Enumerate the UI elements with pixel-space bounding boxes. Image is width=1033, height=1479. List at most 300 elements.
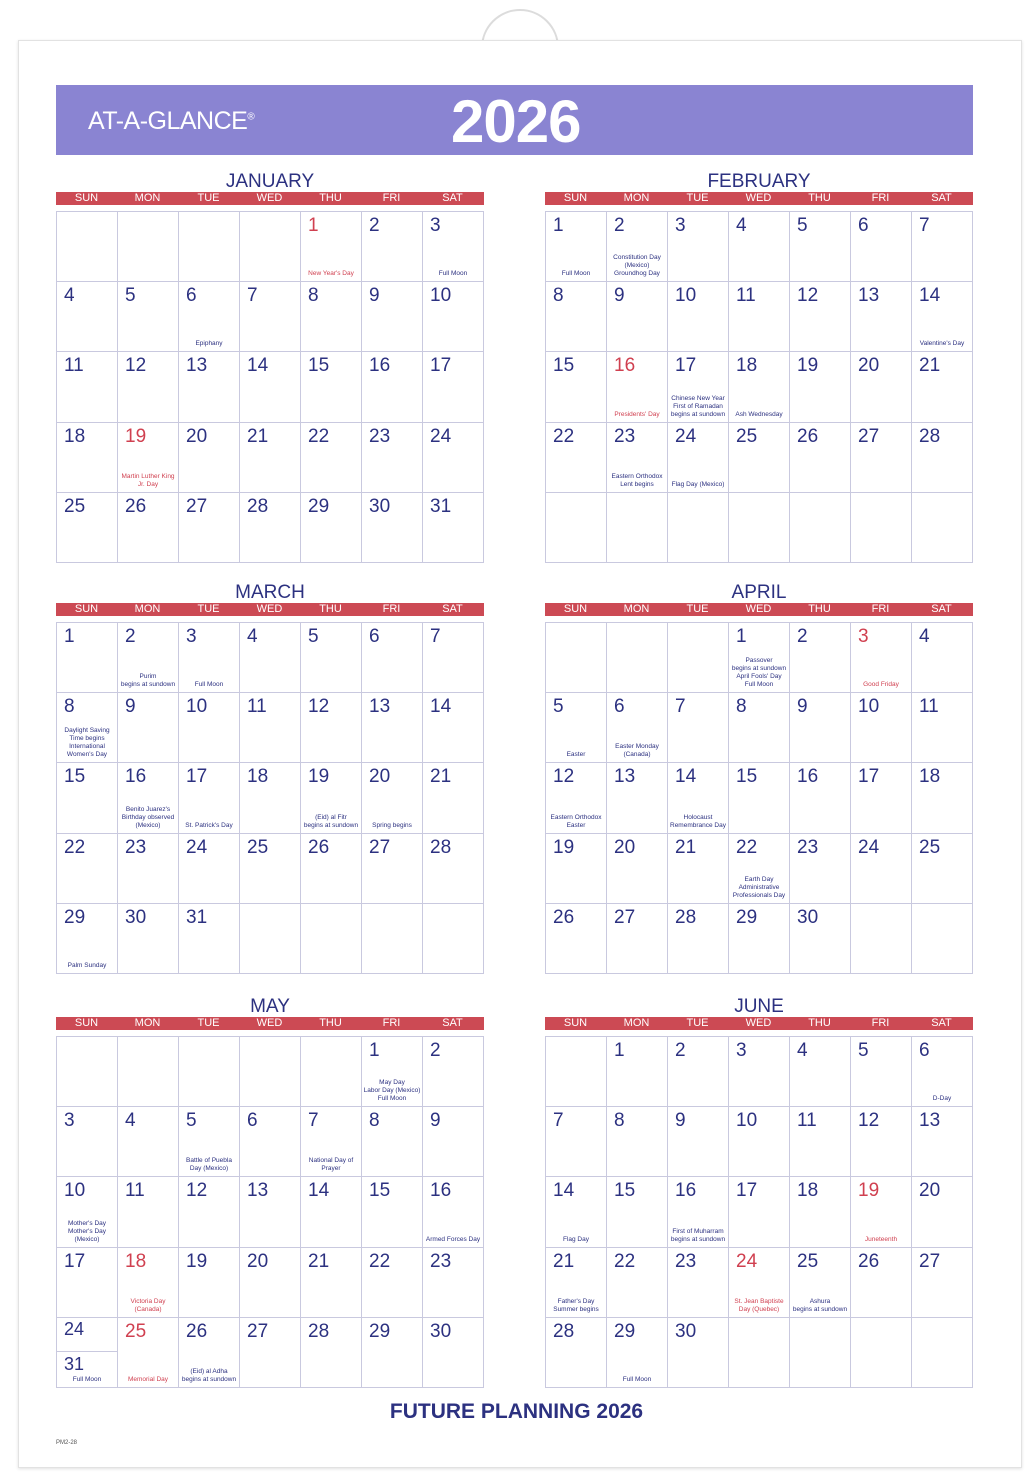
weekday-label: FRI: [382, 192, 401, 204]
day-number: 15: [553, 355, 575, 377]
weekday-label: TUE: [197, 1017, 220, 1029]
day-number: 20: [247, 1250, 269, 1272]
day-cell: [790, 493, 851, 563]
day-number: 30: [675, 1320, 697, 1342]
day-number: 20: [369, 766, 391, 788]
day-cell: [912, 1177, 973, 1247]
day-cell: [790, 282, 851, 352]
day-note: Epiphany: [195, 340, 223, 348]
day-number: 28: [553, 1320, 575, 1342]
day-cell: [179, 1177, 240, 1247]
day-cell: [668, 1318, 729, 1388]
day-cell: [362, 493, 423, 563]
day-number: 10: [675, 285, 697, 307]
day-cell: [729, 904, 790, 974]
day-note: Victoria Day (Canada): [130, 1297, 166, 1313]
day-note: Juneteenth: [864, 1235, 898, 1243]
day-cell: [607, 282, 668, 352]
day-number: 2: [430, 1040, 441, 1061]
day-cell: [423, 693, 484, 763]
day-number: 13: [919, 1110, 941, 1132]
weekday-label: WED: [745, 192, 772, 204]
day-number: 26: [797, 425, 819, 447]
day-number: 18: [64, 425, 86, 447]
day-cell: [362, 693, 423, 763]
month-title: JUNE: [734, 996, 784, 1017]
day-cell: [240, 904, 301, 974]
month-grid: [545, 622, 973, 974]
day-number: 4: [797, 1040, 808, 1061]
weekday-label: SUN: [563, 1017, 588, 1029]
day-cell: [546, 834, 607, 904]
day-note: First of Muharram begins at sundown: [670, 1227, 726, 1243]
day-number: 5: [308, 626, 319, 647]
brand-logo: AT-A-GLANCE®: [88, 107, 255, 135]
day-number: 22: [64, 836, 86, 858]
day-cell: [729, 1318, 790, 1388]
day-number: 1: [553, 215, 564, 236]
day-note: St. Jean Baptiste Day (Quebec): [734, 1297, 784, 1313]
day-cell: [362, 1107, 423, 1177]
day-cell: [851, 1248, 912, 1318]
day-cell: [607, 493, 668, 563]
day-number: 16: [125, 766, 147, 788]
weekday-label: FRI: [871, 603, 890, 615]
day-cell: [57, 904, 118, 974]
day-cell: [729, 763, 790, 833]
day-cell: [790, 1037, 851, 1107]
day-cell: [179, 904, 240, 974]
day-cell: [607, 1037, 668, 1107]
day-cell: [362, 904, 423, 974]
day-number: 3: [736, 1040, 747, 1061]
day-number: 14: [430, 696, 452, 718]
day-number: 29: [614, 1320, 636, 1342]
day-number: 6: [614, 696, 625, 718]
day-number: 21: [430, 766, 452, 788]
day-cell: [851, 904, 912, 974]
day-cell: [668, 493, 729, 563]
month-title: APRIL: [731, 582, 787, 603]
day-cell: [118, 423, 179, 493]
day-number: 19: [858, 1180, 880, 1202]
day-cell: [57, 212, 118, 282]
day-number: 25: [125, 1320, 147, 1342]
day-cell: [362, 423, 423, 493]
weekday-label: THU: [319, 603, 342, 615]
day-cell: [546, 623, 607, 693]
day-cell: [729, 212, 790, 282]
day-cell: [301, 493, 362, 563]
day-note: Passover begins at sundown April Fools' Day Full Moon: [731, 657, 787, 689]
day-cell: [729, 1037, 790, 1107]
day-number: 18: [736, 355, 758, 377]
day-number: 22: [736, 836, 758, 858]
day-cell: [851, 763, 912, 833]
day-cell: [118, 282, 179, 352]
day-number: 24: [430, 425, 452, 447]
day-number: 6: [919, 1040, 930, 1061]
day-cell: [179, 493, 240, 563]
day-number: 19: [797, 355, 819, 377]
day-cell: [607, 1177, 668, 1247]
weekday-label: SAT: [442, 192, 463, 204]
day-number: 24: [736, 1250, 758, 1272]
day-note: Battle of Puebla Day (Mexico): [186, 1157, 232, 1173]
day-cell: [301, 763, 362, 833]
day-cell: [423, 1107, 484, 1177]
day-number: 26: [858, 1250, 880, 1272]
weekday-label: TUE: [686, 1017, 709, 1029]
day-number: 8: [614, 1110, 625, 1132]
day-number: 19: [553, 836, 575, 858]
day-number: 5: [125, 285, 136, 307]
weekday-label: TUE: [197, 192, 220, 204]
day-cell: [179, 282, 240, 352]
day-number: 31: [186, 906, 208, 928]
day-cell: [423, 1037, 484, 1107]
day-cell: [423, 212, 484, 282]
day-number: 15: [736, 766, 758, 788]
day-number: 28: [308, 1320, 330, 1342]
day-number: 10: [186, 696, 208, 718]
day-number: 8: [553, 285, 564, 307]
day-number: 30: [125, 906, 147, 928]
day-number: 7: [675, 696, 686, 718]
day-cell: [179, 1107, 240, 1177]
day-number: 20: [919, 1180, 941, 1202]
day-number: 7: [553, 1110, 564, 1132]
day-number: 13: [247, 1180, 269, 1202]
day-number: 4: [919, 626, 930, 647]
day-number: 9: [675, 1110, 686, 1132]
month-title: FEBRUARY: [707, 171, 811, 192]
day-cell: [607, 763, 668, 833]
day-cell: [607, 423, 668, 493]
day-number: 30: [369, 495, 391, 517]
day-number: 5: [858, 1040, 869, 1061]
day-cell: [668, 1037, 729, 1107]
day-cell: [57, 623, 118, 693]
weekday-label: FRI: [871, 192, 890, 204]
month-grid: [56, 1036, 484, 1388]
day-cell: [790, 423, 851, 493]
day-number: 23: [369, 425, 391, 447]
weekday-label: THU: [808, 192, 831, 204]
day-number: 7: [919, 215, 930, 236]
day-number: 26: [553, 906, 575, 928]
day-number: 24: [858, 836, 880, 858]
day-cell: [851, 1107, 912, 1177]
day-number: 4: [125, 1110, 136, 1132]
day-cell: [240, 1248, 301, 1318]
day-cell: [118, 904, 179, 974]
day-number: 28: [919, 425, 941, 447]
day-cell: [729, 352, 790, 422]
day-number: 28: [675, 906, 697, 928]
day-number: 29: [736, 906, 758, 928]
day-number: 10: [736, 1110, 758, 1132]
day-number: 17: [64, 1250, 86, 1272]
day-number: 27: [614, 906, 636, 928]
day-number: 9: [797, 696, 808, 718]
weekday-label: TUE: [686, 192, 709, 204]
day-note: Full Moon: [438, 270, 468, 278]
day-note: Eastern Orthodox Easter: [550, 813, 602, 829]
weekday-label: FRI: [871, 1017, 890, 1029]
weekday-bar: [56, 603, 484, 616]
day-number: 16: [797, 766, 819, 788]
day-number: 22: [553, 425, 575, 447]
day-cell: [362, 834, 423, 904]
weekday-bar: [56, 1017, 484, 1030]
day-number: 21: [919, 355, 941, 377]
day-number: 6: [186, 285, 197, 307]
day-cell: [851, 282, 912, 352]
day-number: 23: [430, 1250, 452, 1272]
day-number: 1: [736, 626, 747, 647]
day-number: 11: [919, 696, 939, 718]
day-number: 1: [614, 1040, 625, 1061]
weekday-bar: [545, 1017, 973, 1030]
day-cell: [546, 1177, 607, 1247]
day-cell: [240, 763, 301, 833]
day-note: Holocaust Remembrance Day: [670, 813, 726, 829]
day-number: 14: [308, 1180, 330, 1202]
day-cell: [118, 352, 179, 422]
day-note: St. Patrick's Day: [185, 821, 233, 829]
day-number: 16: [614, 355, 636, 377]
day-number: 17: [736, 1180, 758, 1202]
day-number: 27: [858, 425, 880, 447]
day-note: Easter: [566, 751, 586, 759]
day-number: 18: [797, 1180, 819, 1202]
weekday-bar: [56, 192, 484, 205]
day-number: 1: [308, 215, 319, 236]
month-grid: [56, 622, 484, 974]
day-cell: [546, 1248, 607, 1318]
day-cell: [118, 493, 179, 563]
day-cell: [668, 693, 729, 763]
day-number: 23: [675, 1250, 697, 1272]
day-cell: [301, 423, 362, 493]
day-note: Full Moon: [194, 681, 224, 689]
day-cell: [851, 1318, 912, 1388]
day-note: National Day of Prayer: [308, 1157, 354, 1173]
footer-title: FUTURE PLANNING 2026: [389, 1400, 644, 1423]
day-number: 20: [614, 836, 636, 858]
weekday-label: SAT: [931, 192, 952, 204]
day-cell: [240, 1177, 301, 1247]
day-cell: [118, 834, 179, 904]
day-number: 31: [64, 1353, 85, 1374]
day-number: 13: [614, 766, 636, 788]
day-cell: [851, 1037, 912, 1107]
weekday-label: WED: [256, 192, 283, 204]
day-cell: [912, 904, 973, 974]
day-cell: [362, 1248, 423, 1318]
day-cell: [851, 693, 912, 763]
day-number: 31: [430, 495, 452, 517]
day-note: Presidents' Day: [614, 410, 660, 418]
day-cell: [546, 904, 607, 974]
day-cell: [607, 212, 668, 282]
day-number: 22: [308, 425, 330, 447]
day-note: Spring begins: [372, 821, 412, 829]
day-number: 18: [919, 766, 941, 788]
month-title: JANUARY: [225, 171, 315, 192]
day-cell: [301, 693, 362, 763]
day-cell: [57, 693, 118, 763]
day-cell: [851, 212, 912, 282]
day-number: 16: [430, 1180, 452, 1202]
day-cell: [790, 623, 851, 693]
day-cell: [729, 423, 790, 493]
day-number: 2: [614, 215, 625, 236]
day-cell: [118, 212, 179, 282]
day-note: Good Friday: [863, 681, 899, 689]
weekday-label: SUN: [563, 603, 588, 615]
day-number: 7: [430, 626, 441, 647]
day-cell: [851, 423, 912, 493]
day-number: 6: [247, 1110, 258, 1132]
day-number: 22: [614, 1250, 636, 1272]
day-cell: [790, 1318, 851, 1388]
weekday-bar: [545, 603, 973, 616]
day-note: Valentine's Day: [919, 340, 965, 348]
day-cell: [729, 1177, 790, 1247]
weekday-label: SAT: [442, 1017, 463, 1029]
day-number: 24: [186, 836, 208, 858]
day-cell: [179, 763, 240, 833]
day-number: 10: [858, 696, 880, 718]
day-number: 4: [247, 626, 258, 647]
month-grid: [56, 211, 484, 563]
weekday-label: WED: [745, 1017, 772, 1029]
day-number: 9: [125, 696, 136, 718]
month-title: MAY: [250, 996, 290, 1017]
day-cell: [57, 282, 118, 352]
day-number: 25: [247, 836, 269, 858]
day-number: 20: [186, 425, 208, 447]
day-cell: [729, 1248, 790, 1318]
day-number: 12: [125, 355, 147, 377]
month-grid: [545, 1036, 973, 1388]
day-number: 9: [369, 285, 380, 307]
day-note: Memorial Day: [127, 1375, 169, 1383]
day-cell: [851, 623, 912, 693]
weekday-label: SUN: [74, 192, 99, 204]
day-cell: [240, 623, 301, 693]
day-cell: [301, 1318, 362, 1388]
day-cell: [607, 623, 668, 693]
day-number: 23: [797, 836, 819, 858]
day-number: 8: [736, 696, 747, 718]
day-number: 13: [369, 696, 391, 718]
day-number: 17: [858, 766, 880, 788]
day-cell: [851, 352, 912, 422]
day-number: 15: [369, 1180, 391, 1202]
day-cell: [118, 763, 179, 833]
day-cell: [912, 212, 973, 282]
day-cell: [729, 693, 790, 763]
day-cell: [423, 623, 484, 693]
day-number: 15: [614, 1180, 636, 1202]
day-cell: [179, 352, 240, 422]
weekday-label: MON: [134, 1017, 161, 1029]
day-number: 17: [430, 355, 452, 377]
day-number: 26: [186, 1320, 208, 1342]
day-cell: [423, 1248, 484, 1318]
day-cell: [240, 834, 301, 904]
day-note: Martin Luther King Jr. Day: [121, 472, 175, 488]
day-cell: [790, 834, 851, 904]
day-number: 18: [125, 1250, 147, 1272]
weekday-label: THU: [808, 603, 831, 615]
day-number: 23: [614, 425, 636, 447]
day-number: 21: [553, 1250, 575, 1272]
day-number: 12: [553, 766, 575, 788]
day-note: New Year's Day: [308, 270, 354, 278]
day-number: 2: [797, 626, 808, 647]
day-number: 16: [675, 1180, 697, 1202]
day-number: 1: [64, 626, 75, 647]
day-cell: [240, 352, 301, 422]
weekday-label: TUE: [197, 603, 220, 615]
day-cell: [790, 212, 851, 282]
day-number: 14: [675, 766, 697, 788]
month-grid: [545, 211, 973, 563]
day-cell: [423, 834, 484, 904]
day-cell: [607, 1248, 668, 1318]
day-note: Mother's Day Mother's Day (Mexico): [67, 1219, 107, 1243]
day-cell: [301, 1107, 362, 1177]
day-cell: [118, 1037, 179, 1107]
weekday-label: THU: [319, 1017, 342, 1029]
day-number: 25: [797, 1250, 819, 1272]
day-number: 19: [125, 425, 147, 447]
day-cell: [57, 1177, 118, 1247]
day-cell: [790, 693, 851, 763]
day-note: Earth Day Administrative Professionals Day: [732, 875, 786, 899]
day-number: 8: [369, 1110, 380, 1132]
weekday-label: FRI: [382, 603, 401, 615]
day-number: 7: [308, 1110, 319, 1132]
day-cell: [668, 763, 729, 833]
day-number: 2: [125, 626, 136, 647]
weekday-label: SAT: [442, 603, 463, 615]
day-number: 26: [308, 836, 330, 858]
day-cell: [607, 1107, 668, 1177]
day-cell: [240, 1318, 301, 1388]
day-cell: [240, 423, 301, 493]
day-cell: [179, 1248, 240, 1318]
day-cell: [912, 1318, 973, 1388]
day-note: Flag Day: [562, 1235, 589, 1243]
day-note: Benito Juarez's Birthday observed (Mexico): [121, 805, 175, 829]
day-note: Ash Wednesday: [735, 410, 783, 418]
day-cell: [179, 834, 240, 904]
day-number: 13: [186, 355, 208, 377]
day-number: 12: [797, 285, 819, 307]
day-number: 25: [736, 425, 758, 447]
day-number: 12: [308, 696, 330, 718]
day-cell: [668, 1177, 729, 1247]
day-cell: [546, 1107, 607, 1177]
day-cell: [790, 1248, 851, 1318]
day-cell: [546, 693, 607, 763]
day-cell: [423, 423, 484, 493]
